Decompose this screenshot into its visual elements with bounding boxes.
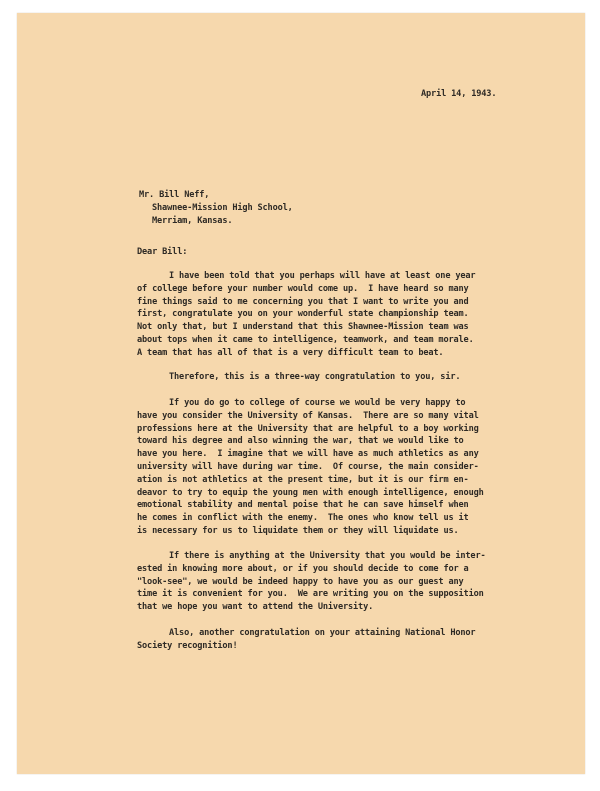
paragraph-line: ested in knowing more about, or if you should decide to come for a xyxy=(137,563,469,574)
paragraph-1 xyxy=(137,270,537,360)
paragraph-line: about tops when it came to intelligence, teamwork, and team morale. xyxy=(137,334,474,345)
paragraph-line: Also, another congratulation on your attaining National Honor xyxy=(169,628,476,638)
paragraph-line: A team that has all of that is a very difficult team to beat. xyxy=(137,347,444,358)
paragraph-line: time it is convenient for you. We are writing you on the supposition xyxy=(137,589,484,600)
letter-page xyxy=(17,13,585,774)
recipient-school: Shawnee-Mission High School, xyxy=(152,203,293,213)
paragraph-line: Not only that, but I understand that this Shawnee-Mission team was xyxy=(137,322,469,333)
letter-date: April 14, 1943. xyxy=(421,89,497,99)
paragraph-line: that we hope you want to attend the University. xyxy=(137,602,374,613)
paragraph-2 xyxy=(137,371,537,384)
paragraph-line: have you here. I imagine that we will have as much athletics as any xyxy=(137,449,479,460)
salutation: Dear Bill: xyxy=(137,247,188,257)
paragraph-line: Society recognition! xyxy=(137,640,238,651)
paragraph-line: have you consider the University of Kansas. There are so many vital xyxy=(137,410,479,421)
paragraph-line: If there is anything at the University that you would be inter- xyxy=(169,551,486,561)
paragraph-3 xyxy=(137,397,537,538)
paragraph-4 xyxy=(137,550,537,614)
paragraph-line: If you do go to college of course we would be very happy to xyxy=(169,398,466,408)
paragraph-line: Therefore, this is a three-way congratulation to you, sir. xyxy=(169,372,461,382)
paragraph-line: deavor to try to equip the young men with enough intelligence, enough xyxy=(137,487,484,498)
recipient-city: Merriam, Kansas. xyxy=(152,216,233,226)
paragraph-line: emotional stability and mental poise that he can save himself when xyxy=(137,500,469,511)
paragraph-line: of college before your number would come up. I have heard so many xyxy=(137,283,469,294)
paragraph-5 xyxy=(137,627,537,653)
paragraph-line: I have been told that you perhaps will have at least one year xyxy=(169,271,476,281)
paragraph-line: "look-see", we would be indeed happy to have you as our guest any xyxy=(137,576,464,587)
paragraph-line: university will have during war time. Of course, the main consider- xyxy=(137,461,479,472)
paragraph-line: he comes in conflict with the enemy. The ones who know tell us it xyxy=(137,513,469,524)
recipient-name: Mr. Bill Neff, xyxy=(139,190,210,200)
paragraph-line: fine things said to me concerning you that I want to write you and xyxy=(137,296,469,307)
paragraph-line: professions here at the University that are helpful to a boy working xyxy=(137,423,479,434)
paragraph-line: ation is not athletics at the present time, but it is our firm en- xyxy=(137,474,469,485)
paragraph-line: toward his degree and also winning the war, that we would like to xyxy=(137,436,464,447)
paragraph-line: first, congratulate you on your wonderful state championship team. xyxy=(137,309,469,320)
paragraph-line: is necessary for us to liquidate them or they will liquidate us. xyxy=(137,525,459,536)
